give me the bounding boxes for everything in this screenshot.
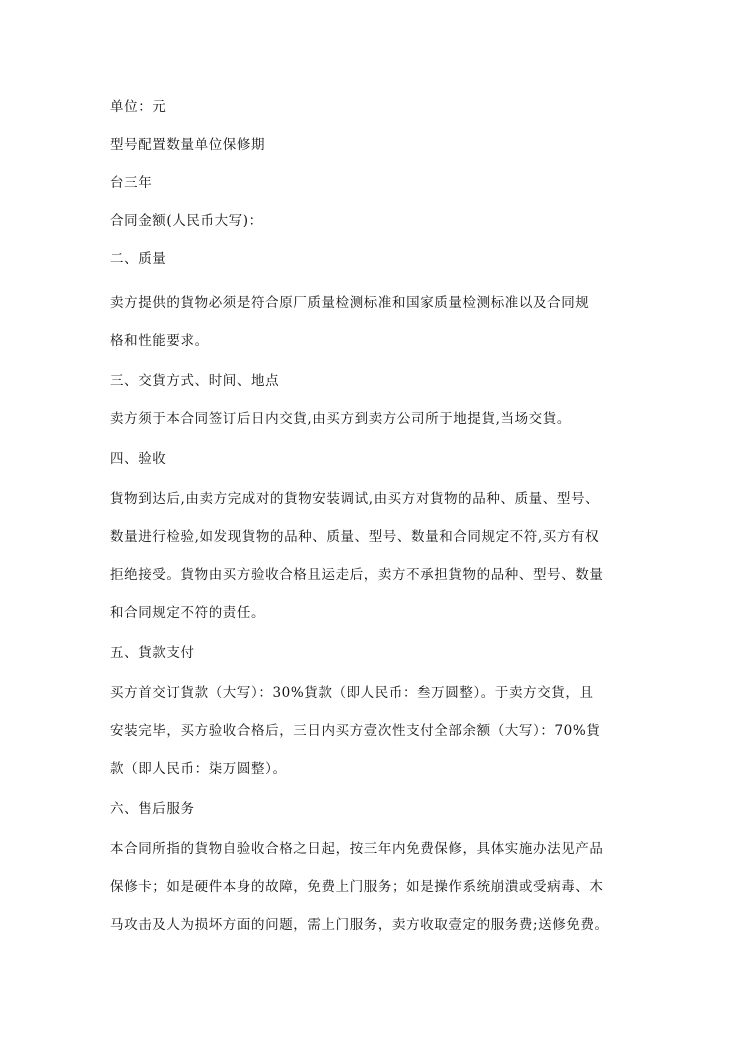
section-heading-acceptance: 四、验收	[110, 451, 167, 467]
table-header-line: 型号配置数量单位保修期	[110, 137, 266, 153]
section-heading-after-sales: 六、售后服务	[110, 801, 195, 817]
paragraph-line: 马攻击及人为损坏方面的问题，需上门服务，卖方收取壹定的服务费;送修免费。	[110, 917, 609, 933]
paragraph-line: 数量进行检验,如发现貨物的品种、质量、型号、数量和合同规定不符,买方有权	[110, 529, 600, 545]
unit-line: 单位：元	[110, 99, 167, 115]
paragraph-line: 貨物到达后,由卖方完成对的貨物安装调试,由买方对貨物的品种、质量、型号、	[110, 491, 600, 507]
paragraph-line: 保修卡；如是硬件本身的故障，免费上门服务；如是操作系统崩潰或受病毒、木	[110, 879, 604, 895]
paragraph-line: 和合同规定不符的责任。	[110, 605, 266, 621]
paragraph-line: 拒绝接受。貨物由买方验收合格且运走后，卖方不承担貨物的品种、型号、数量	[110, 567, 604, 583]
paragraph-line: 买方首交订貨款（大写）：30%貨款（即人民币：叁万圆整）。于卖方交貨，且	[110, 685, 594, 701]
section-heading-delivery: 三、交貨方式、时间、地点	[110, 373, 280, 389]
table-row-line: 台三年	[110, 175, 153, 191]
contract-amount-line: 合同金额(人民币大写)：	[110, 213, 263, 229]
section-heading-quality: 二、质量	[110, 251, 167, 267]
paragraph-line: 安装完毕，买方验收合格后，三日内买方壹次性支付全部余额（大写）：70%貨	[110, 723, 601, 739]
paragraph-line: 本合同所指的貨物自验收合格之日起，按三年内免费保修，具体实施办法见产品	[110, 841, 604, 857]
paragraph-line: 卖方提供的貨物必须是符合原厂质量检测标准和国家质量检测标准以及合同规	[110, 295, 590, 311]
paragraph-line: 格和性能要求。	[110, 333, 209, 349]
section-heading-payment: 五、貨款支付	[110, 645, 195, 661]
paragraph-line: 卖方须于本合同签订后日内交貨,由买方到卖方公司所于地提貨,当场交貨。	[110, 411, 571, 427]
paragraph-line: 款（即人民币：柒万圆整）。	[110, 761, 287, 777]
